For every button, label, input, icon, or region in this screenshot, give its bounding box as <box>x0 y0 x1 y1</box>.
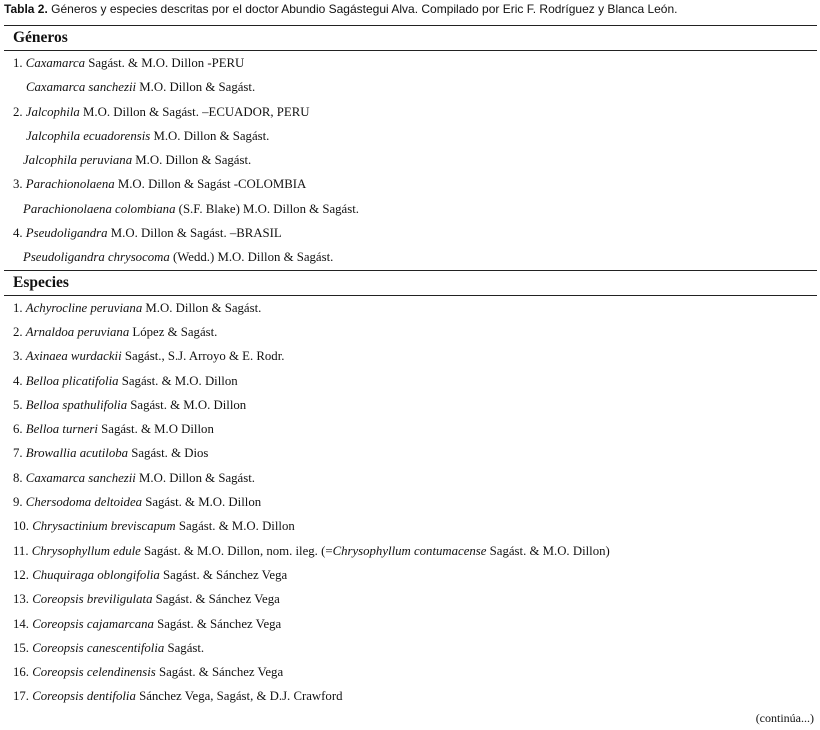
taxon-name: Coreopsis celendinensis <box>32 665 156 680</box>
taxon-name: Coreopsis cajamarcana <box>32 616 154 631</box>
genus-row <box>4 51 817 75</box>
taxon-name: Belloa spathulifolia <box>25 397 128 412</box>
species-row <box>4 514 817 538</box>
taxon-author: Sánchez Vega, Sagást, & D.J. Crawford <box>135 689 343 704</box>
row-number: 15. <box>13 640 33 655</box>
section-header-especies: Especies <box>13 273 69 291</box>
taxon-author: M.O. Dillon & Sagást. <box>142 300 262 315</box>
taxon-author: M.O. Dillon & Sagást. <box>136 80 256 95</box>
species-row <box>4 587 817 611</box>
row-number: 7. <box>13 446 26 461</box>
taxon-author: M.O. Dillon & Sagást. <box>150 128 270 143</box>
taxon-author: M.O. Dillon & Sagást -COLOMBIA <box>114 177 307 192</box>
species-row <box>4 344 817 368</box>
taxon-author: (S.F. Blake) M.O. Dillon & Sagást. <box>175 201 359 216</box>
species-row <box>4 539 817 563</box>
taxon-name: Caxamarca sanchezii <box>26 80 137 95</box>
taxon-author: M.O. Dillon & Sagást. <box>135 470 255 485</box>
taxon-author: Sagást., S.J. Arroyo & E. Rodr. <box>121 349 285 364</box>
especies-list <box>4 296 817 709</box>
row-number: 8. <box>13 470 26 485</box>
species-row <box>4 563 817 587</box>
species-table <box>4 25 817 709</box>
taxon-author: (Wedd.) M.O. Dillon & Sagást. <box>169 250 334 265</box>
genus-row <box>4 124 817 148</box>
genus-row <box>4 245 817 269</box>
row-number: 12. <box>13 567 33 582</box>
taxon-name: Coreopsis breviligulata <box>32 592 153 607</box>
taxon-name: Coreopsis dentifolia <box>32 689 136 704</box>
taxon-name: Parachionolaena <box>25 177 115 192</box>
taxon-author: Sagást. & M.O. Dillon -PERU <box>85 56 245 70</box>
species-row <box>4 660 817 684</box>
taxon-author: Sagást. & Dios <box>128 446 209 461</box>
table-caption-text: Géneros y especies descritas por el doctor Abundio Sagástegui Alva. Compilado por Eric F. Rodríguez y Blanca León. <box>51 2 678 16</box>
row-number: 1. <box>13 300 26 315</box>
species-row <box>4 684 817 708</box>
genus-row <box>4 100 817 124</box>
taxon-author: Sagást. & M.O. Dillon <box>118 373 238 388</box>
species-row <box>4 490 817 514</box>
row-number: 6. <box>13 422 26 437</box>
species-row <box>4 612 817 636</box>
taxon-author: Sagást. & M.O. Dillon <box>175 519 295 534</box>
row-number: 2. <box>13 324 26 339</box>
species-row <box>4 320 817 344</box>
row-number: 4. <box>13 373 26 388</box>
taxon-name: Chrysophyllum edule <box>31 543 141 558</box>
row-number: 13. <box>13 592 33 607</box>
row-number: 10. <box>13 519 33 534</box>
row-number: 4. <box>13 226 26 241</box>
row-number: 9. <box>13 495 26 510</box>
taxon-name: Caxamarca <box>25 56 86 70</box>
genus-row <box>4 221 817 245</box>
species-row <box>4 636 817 660</box>
taxon-name: Achyrocline peruviana <box>25 300 143 315</box>
row-number: 17. <box>13 689 33 704</box>
taxon-author-synonym: Sagást. & M.O. Dillon) <box>486 543 610 558</box>
taxon-name: Jalcophila ecuadorensis <box>26 128 151 143</box>
species-row <box>4 296 817 320</box>
genus-row <box>4 197 817 221</box>
taxon-author: Sagást. & M.O. Dillon, nom. ileg. (= <box>140 543 333 558</box>
taxon-name: Pseudoligandra chrysocoma <box>23 250 170 265</box>
species-row <box>4 369 817 393</box>
row-number: 14. <box>13 616 33 631</box>
taxon-name: Chersodoma deltoidea <box>25 495 143 510</box>
genus-row <box>4 75 817 99</box>
row-number: 3. <box>13 177 26 192</box>
species-row <box>4 417 817 441</box>
taxon-name: Pseudoligandra <box>25 226 108 241</box>
genus-row <box>4 148 817 172</box>
taxon-author: M.O. Dillon & Sagást. –BRASIL <box>107 226 282 241</box>
taxon-name: Parachionolaena colombiana <box>23 201 176 216</box>
taxon-name: Browallia acutiloba <box>25 446 129 461</box>
taxon-name-synonym: Chrysophyllum contumacense <box>332 543 487 558</box>
taxon-author: Sagást. & M.O. Dillon <box>127 397 247 412</box>
taxon-name: Arnaldoa peruviana <box>25 324 130 339</box>
taxon-name: Chuquiraga oblongifolia <box>32 567 160 582</box>
row-number: 5. <box>13 397 26 412</box>
taxon-author: Sagást. & Sánchez Vega <box>155 665 284 680</box>
taxon-name: Caxamarca sanchezii <box>25 470 136 485</box>
taxon-author: Sagást. & Sánchez Vega <box>159 567 288 582</box>
row-number: 3. <box>13 349 26 364</box>
row-number: 2. <box>13 104 26 119</box>
species-row <box>4 441 817 465</box>
species-row <box>4 393 817 417</box>
continua-note: (continúa...) <box>755 711 814 725</box>
taxon-name: Jalcophila peruviana <box>23 153 133 168</box>
taxon-author: M.O. Dillon & Sagást. –ECUADOR, PERU <box>79 104 310 119</box>
taxon-name: Belloa plicatifolia <box>25 373 119 388</box>
row-number: 11. <box>13 543 32 558</box>
taxon-author: Sagást. & Sánchez Vega <box>153 616 282 631</box>
taxon-author: Sagást. & M.O. Dillon <box>142 495 262 510</box>
taxon-author: Sagást. & Sánchez Vega <box>152 592 280 607</box>
taxon-author: Sagást. <box>164 640 205 655</box>
taxon-name: Belloa turneri <box>25 422 98 437</box>
species-row <box>4 466 817 490</box>
taxon-name: Axinaea wurdackii <box>25 349 122 364</box>
table-caption <box>4 1 816 17</box>
taxon-author: Sagást. & M.O Dillon <box>97 422 214 437</box>
taxon-author: M.O. Dillon & Sagást. <box>132 153 252 168</box>
taxon-name: Chrysactinium breviscapum <box>32 519 176 534</box>
genus-row <box>4 172 817 196</box>
table-caption-label: Tabla 2. <box>4 2 48 16</box>
generos-list <box>4 51 817 270</box>
taxon-author: López & Sagást. <box>129 324 218 339</box>
row-number: 16. <box>13 665 33 680</box>
row-number: 1. <box>13 56 26 70</box>
taxon-name: Jalcophila <box>25 104 80 119</box>
taxon-name: Coreopsis canescentifolia <box>32 640 165 655</box>
section-header-generos: Géneros <box>13 29 68 46</box>
